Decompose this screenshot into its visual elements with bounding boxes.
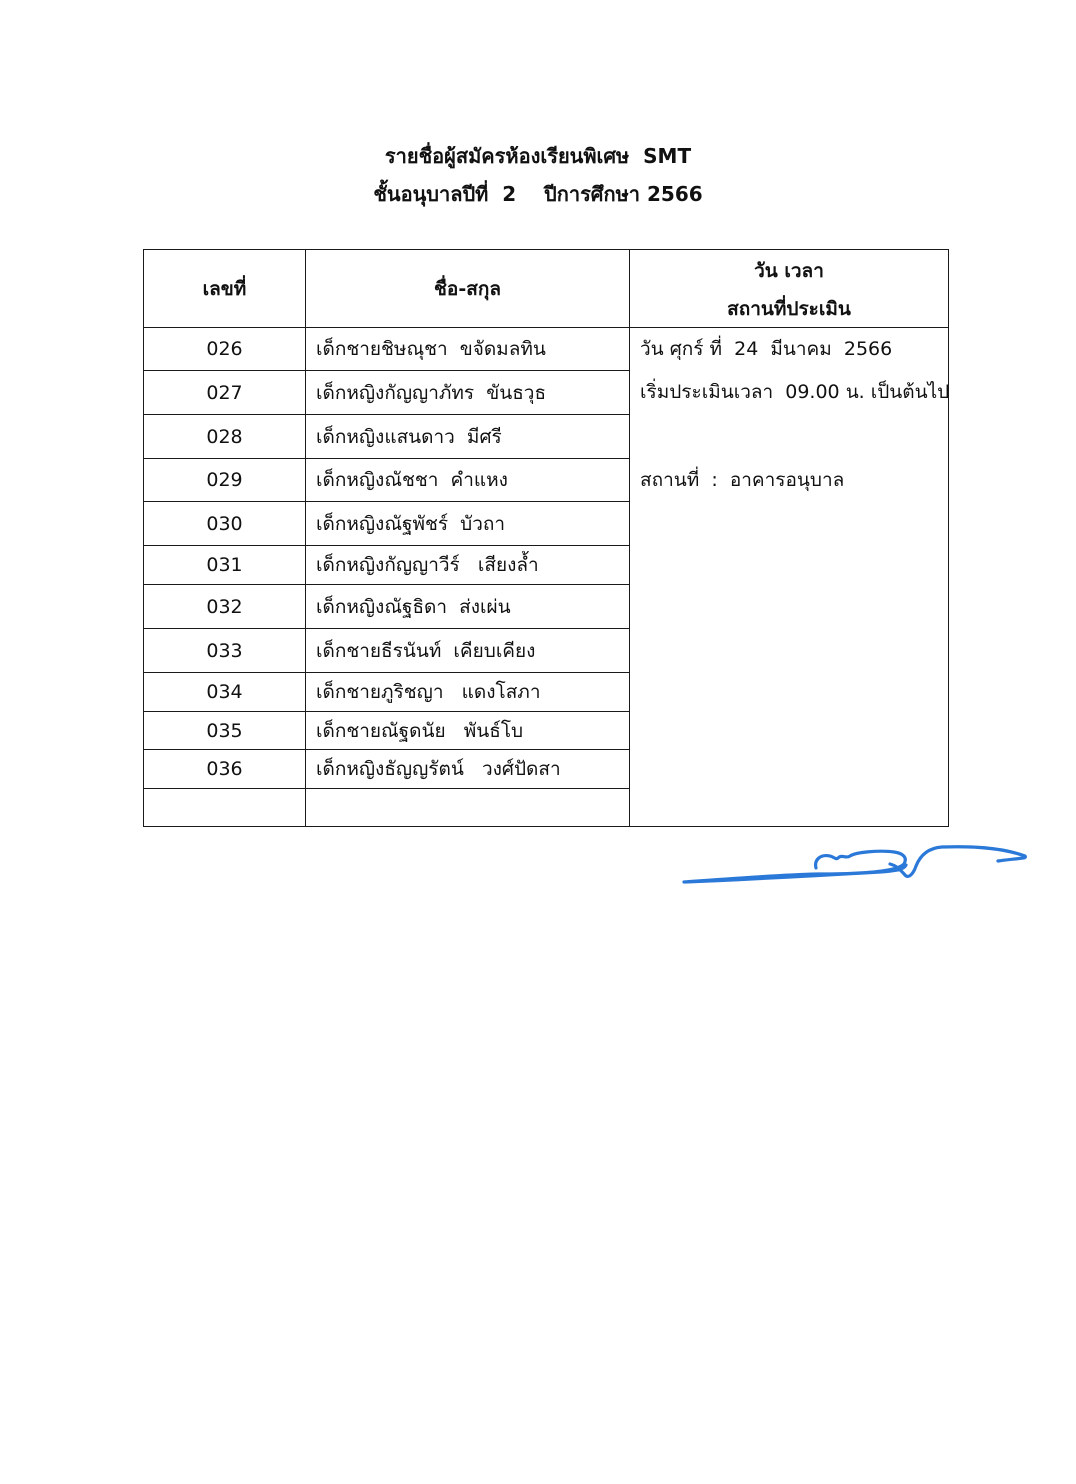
header-number: เลขที่ [143,249,306,328]
schedule-place: สถานที่ : อาคารอนุบาล [640,469,845,491]
document-subtitle: ชั้นอนุบาลปีที่ 2 ปีการศึกษา 2566 [373,182,703,206]
row-number: 032 [143,584,306,629]
row-name: เด็กหญิงแสนดาว มีศรี [305,414,630,459]
schedule-time: เริ่มประเมินเวลา 09.00 น. เป็นต้นไป [640,381,950,403]
row-name: เด็กหญิงณัชชา คำแหง [305,458,630,502]
signature-mark [680,842,1030,888]
header-name: ชื่อ-สกุล [305,249,630,328]
row-name [305,788,630,827]
header-schedule-line1: วัน เวลา [754,260,824,282]
schedule-day: วัน ศุกร์ ที่ 24 มีนาคม 2566 [640,338,893,360]
row-name: เด็กหญิงณัฐพัชร์ บัวถา [305,501,630,546]
row-name: เด็กชายชิษณุชา ขจัดมลทิน [305,327,630,371]
row-name: เด็กชายธีรนันท์ เคียบเคียง [305,628,630,673]
row-name: เด็กหญิงกัญญาวีร์ เสียงล้ำ [305,545,630,585]
row-number: 027 [143,370,306,415]
row-name: เด็กหญิงณัฐธิดา ส่งเผ่น [305,584,630,629]
row-number: 029 [143,458,306,502]
row-number: 036 [143,749,306,789]
header-schedule-line2: สถานที่ประเมิน [727,298,851,320]
row-name: เด็กหญิงธัญญรัตน์ วงศ์ปัดสา [305,749,630,789]
row-name: เด็กหญิงกัญญาภัทร ขันธวุธ [305,370,630,415]
row-number: 028 [143,414,306,459]
row-number: 034 [143,672,306,712]
row-number: 026 [143,327,306,371]
row-number: 033 [143,628,306,673]
row-name: เด็กชายณัฐดนัย พันธ์โบ [305,711,630,750]
row-number [143,788,306,827]
row-number: 031 [143,545,306,585]
document-title: รายชื่อผู้สมัครห้องเรียนพิเศษ SMT [384,144,692,168]
row-number: 030 [143,501,306,546]
row-number: 035 [143,711,306,750]
row-name: เด็กชายภูริชญา แดงโสภา [305,672,630,712]
